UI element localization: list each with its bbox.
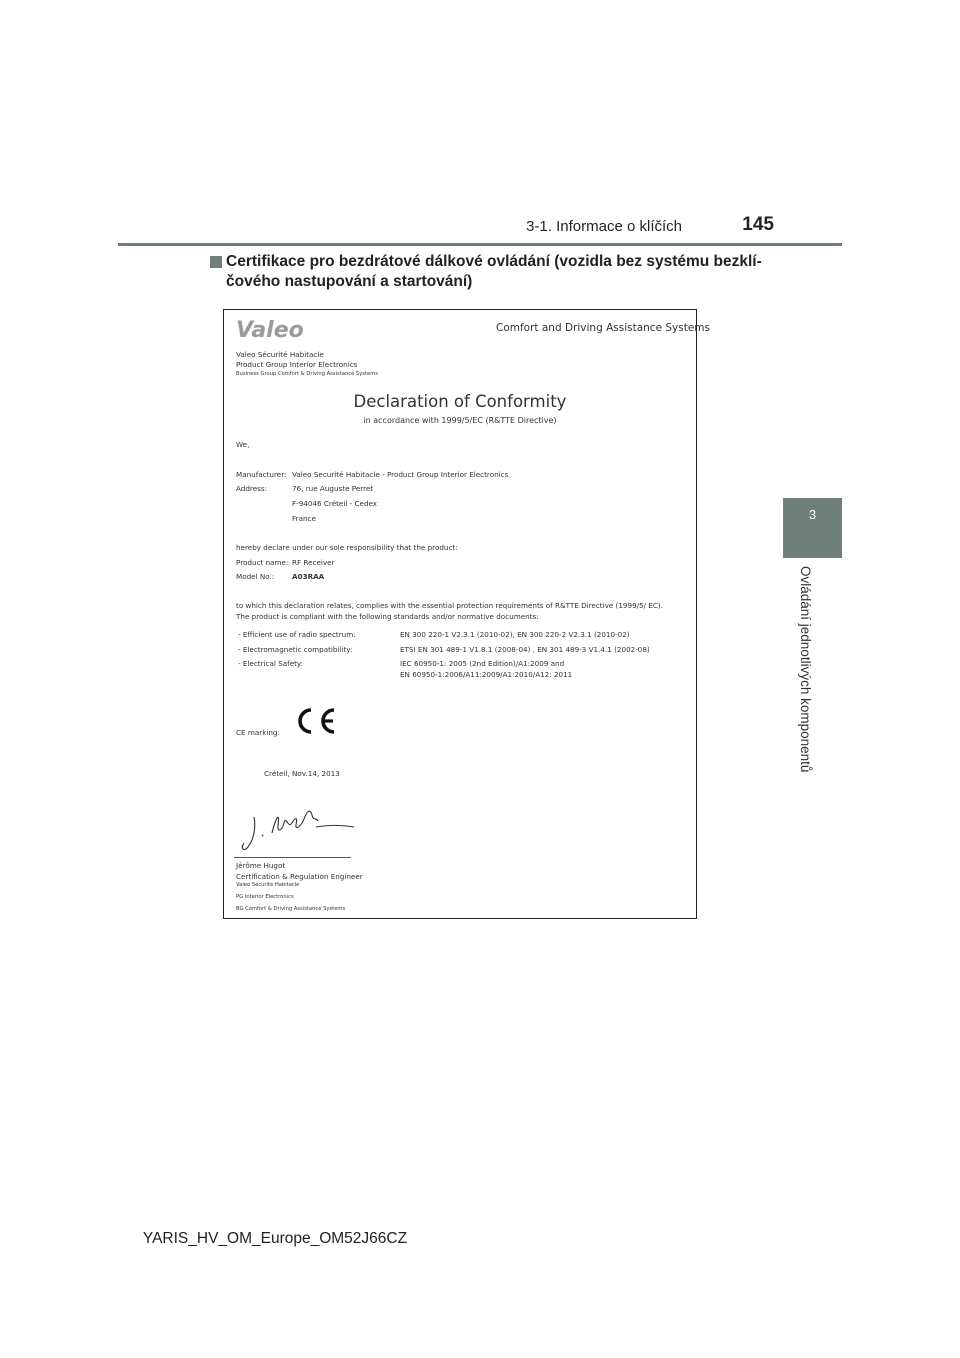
ce-label: CE marking: (236, 728, 280, 737)
place-date: Créteil, Nov.14, 2013 (264, 769, 340, 778)
cert-subtitle: in accordance with 1999/5/EC (R&TTE Directive) (363, 416, 557, 425)
valeo-logo-text: Valeo (236, 318, 304, 343)
signature-image (232, 805, 362, 855)
company-line: Business Group Comfort & Driving Assistance Systems (236, 371, 378, 377)
company-line: Valeo Sécurité Habitacle (236, 350, 324, 359)
declaration-of-conformity-image (223, 309, 710, 919)
product-value: RF Receiver (292, 558, 335, 567)
cert-title: Declaration of Conformity (353, 392, 567, 411)
signatory-title: Certification & Regulation Engineer (236, 872, 363, 881)
valeo-logo (234, 314, 304, 344)
declare-text: hereby declare under our sole responsibility that the product: (236, 543, 458, 552)
running-header-section: 3-1. Informace o klíčích (526, 218, 682, 235)
chapter-tab (783, 498, 842, 558)
signatory-line: PG Interior Electronics (236, 894, 294, 900)
signatory-line: BG Comfort & Driving Assistance Systems (236, 906, 346, 912)
address-line: France (292, 514, 316, 523)
signatory-name: Jérôme Hugot (236, 861, 286, 870)
chapter-number: 3 (808, 507, 817, 522)
standard-value: IEC 60950-1: 2005 (2nd Edition)/A1:2009 and (400, 659, 565, 668)
product-label: Product name: (236, 558, 289, 567)
cert-we: We, (236, 440, 250, 449)
section-heading: Certifikace pro bezdrátové dálkové ovládání (vozidla bez systému bezklíčového nastupování a startování) (226, 253, 762, 290)
address-line: F-94046 Créteil - Cedex (292, 499, 378, 508)
standard-value: ETSI EN 301 489-1 V1.8.1 (2008-04) , EN 301 489-3 V1.4.1 (2002-08) (400, 645, 650, 654)
model-value: A03RAA (292, 572, 325, 581)
square-bullet-icon (210, 256, 222, 268)
standard-value: EN 300 220-1 V2.3.1 (2010-02), EN 300 220-2 V2.3.1 (2010-02) (400, 630, 630, 639)
header-rule (118, 243, 842, 246)
compliance-line: The product is compliant with the following standards and/or normative documents: (236, 612, 539, 621)
manufacturer-label: Manufacturer: (236, 470, 287, 479)
standard-label: - Efficient use of radio spectrum: (238, 630, 356, 639)
signature-line (234, 857, 351, 858)
address-label: Address: (236, 484, 268, 493)
compliance-line: to which this declaration relates, complies with the essential protection requirements of R&TTE Directive (1999/5/ EC). (236, 601, 664, 610)
standard-label: - Electromagnetic compatibility: (238, 645, 353, 654)
chapter-title-vertical (798, 566, 818, 796)
document-code: YARIS_HV_OM_Europe_OM52J66CZ (142, 1230, 408, 1247)
cert-tagline: Comfort and Driving Assistance Systems (496, 322, 710, 334)
signatory-line: Valeo Sécurité Habitacle (236, 882, 300, 888)
page-number: 145 (742, 214, 774, 235)
chapter-title: Ovládání jednotlivých komponentů (798, 566, 813, 773)
manufacturer-value: Valeo Securité Habitacle - Product Group Interior Electronics (292, 470, 509, 479)
model-label: Model No.: (236, 572, 275, 581)
address-line: 76, rue Auguste Perret (292, 484, 374, 493)
standard-label: - Electrical Safety: (238, 659, 304, 668)
ce-mark-icon (292, 706, 338, 736)
company-line: Product Group Interior Electronics (236, 360, 358, 369)
standard-value: EN 60950-1:2006/A11:2009/A1:2010/A12: 2011 (400, 670, 573, 679)
